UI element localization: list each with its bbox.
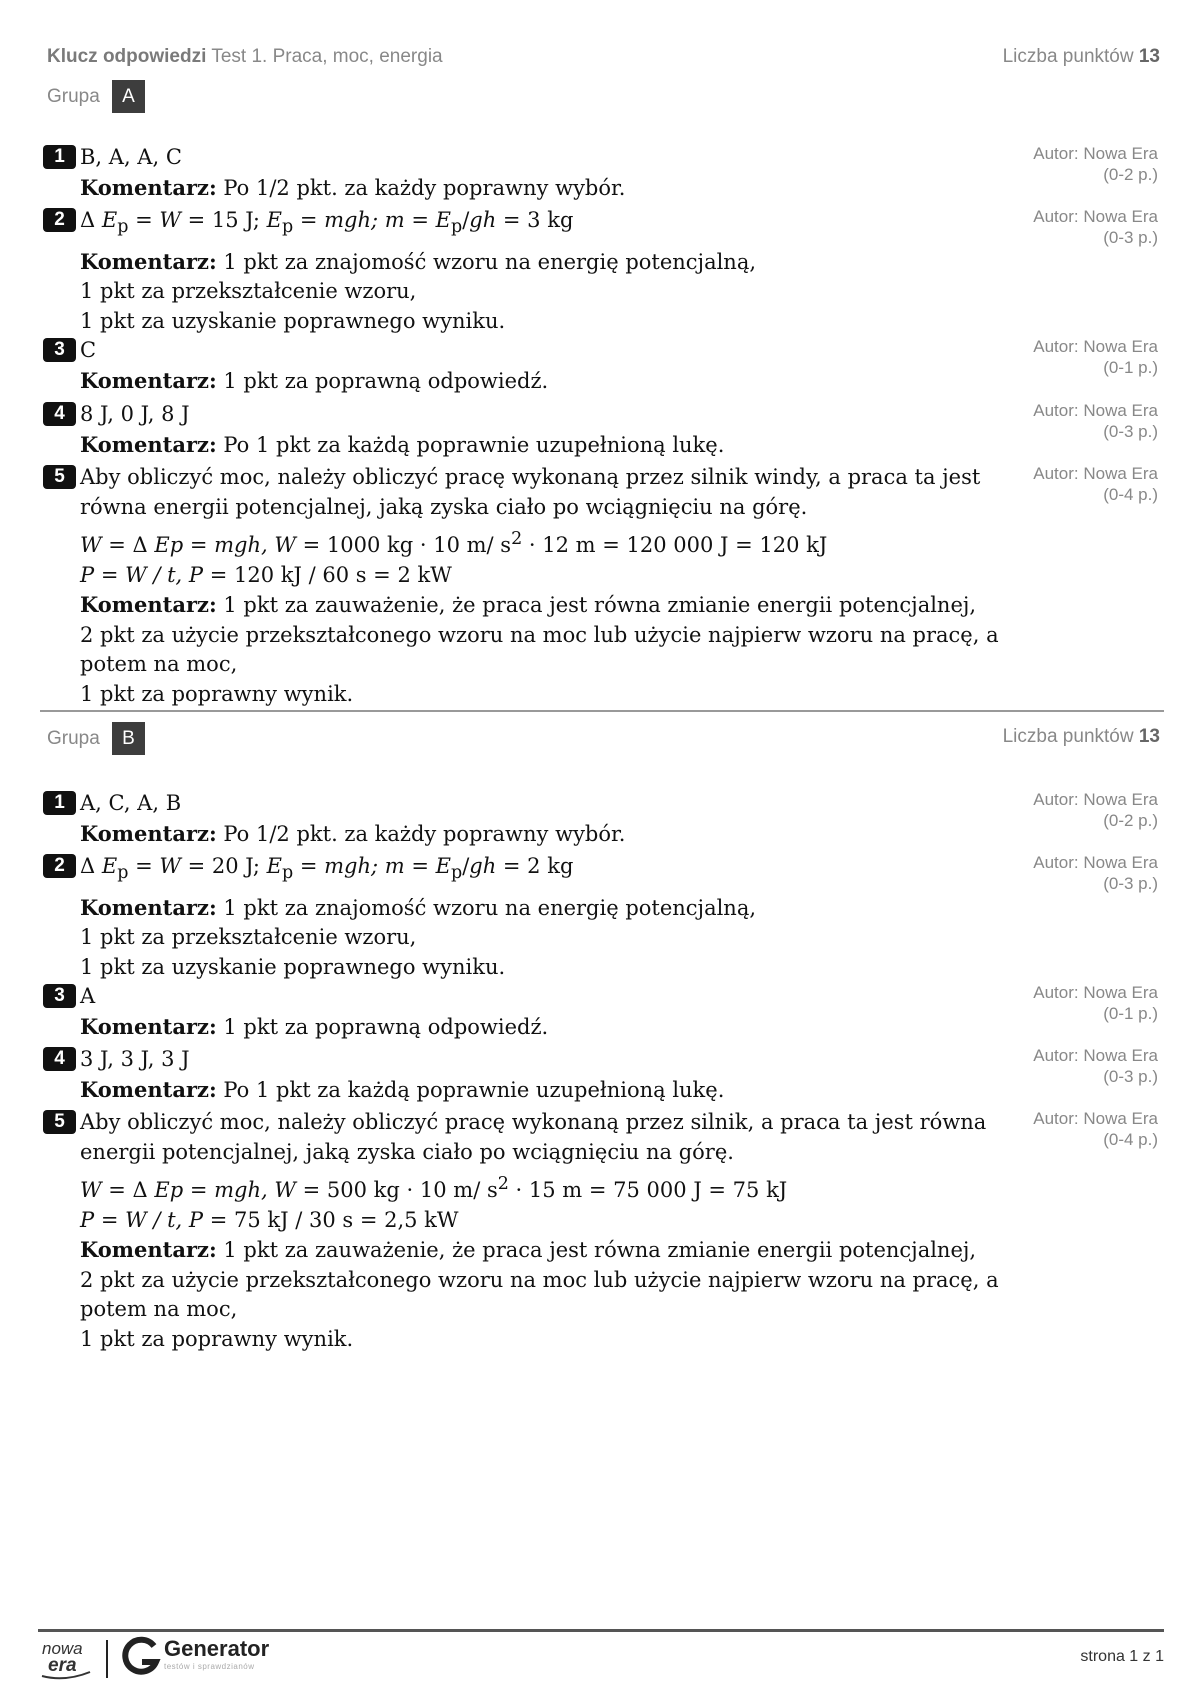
group-points: Liczba punktów 13 bbox=[1002, 726, 1160, 747]
question-number-badge: 3 bbox=[43, 984, 76, 1008]
group-a-question-1 bbox=[43, 143, 1158, 203]
comment-line: 1 pkt za uzyskanie poprawnego wyniku. bbox=[80, 308, 506, 333]
comment: Komentarz: Po 1 pkt za każdą poprawnie uzupełnioną lukę. bbox=[80, 1076, 725, 1102]
comment-line: 1 pkt za przekształcenie wzoru, bbox=[80, 925, 417, 950]
comment: Komentarz: 1 pkt za zauważenie, że praca jest równa zmianie energii potencjalnej, bbox=[80, 592, 977, 617]
comment: Komentarz: 1 pkt za zauważenie, że praca jest równa zmianie energii potencjalnej, bbox=[80, 1237, 977, 1262]
comment-line: 1 pkt za poprawny wynik. bbox=[80, 1326, 354, 1351]
question-meta: Autor: Nowa Era (0-1 p.) bbox=[1033, 337, 1158, 377]
generator-brand: Generator bbox=[164, 1636, 270, 1661]
power-formula: P = W / t, P = 120 kJ / 60 s = 2 kW bbox=[80, 562, 452, 587]
question-number-badge: 5 bbox=[43, 1110, 76, 1134]
group-badge: A bbox=[112, 80, 145, 113]
logo-separator bbox=[106, 1640, 108, 1678]
question-number-badge: 3 bbox=[43, 338, 76, 362]
comment: Komentarz: Po 1/2 pkt. za każdy poprawny wybór. bbox=[80, 174, 626, 200]
answer: B, A, A, C bbox=[80, 145, 182, 169]
logo-text-era: era bbox=[48, 1655, 77, 1676]
question-meta: Autor: Nowa Era (0-4 p.) bbox=[1033, 1109, 1158, 1149]
nowa-era-logo bbox=[40, 1638, 100, 1680]
question-meta: Autor: Nowa Era (0-3 p.) bbox=[1033, 401, 1158, 441]
group-a-question-5 bbox=[43, 463, 1158, 709]
group-a-question-3 bbox=[43, 336, 1158, 396]
work-formula: W = Δ Ep = mgh, W = 1000 kg · 10 m/ $s^2 \cdot 12$ m = 120 000 J = 120 kJ bbox=[80, 529, 828, 557]
generator-subtitle: testów i sprawdzianów bbox=[164, 1662, 255, 1671]
logo-text-nowa: nowa bbox=[42, 1639, 83, 1658]
comment: Komentarz: Po 1/2 pkt. za każdy poprawny wybór. bbox=[80, 820, 626, 846]
answer-formula: Δ $E_p = W = 20$ J; $E_p$ = mgh; $m = E_p/gh = 2$ kg bbox=[80, 854, 574, 884]
question-meta: Autor: Nowa Era (0-3 p.) bbox=[1033, 1046, 1158, 1086]
work-formula: W = Δ Ep = mgh, W = 500 kg · 10 m/ $s^2 \cdot 15$ m = 75 000 J = 75 kJ bbox=[80, 1174, 788, 1202]
group-divider bbox=[40, 710, 1164, 712]
answer: C bbox=[80, 338, 97, 362]
group-a-header bbox=[47, 80, 1160, 116]
group-b-header bbox=[47, 722, 1160, 758]
group-b-question-5 bbox=[43, 1108, 1158, 1354]
comment: Komentarz: 1 pkt za znajomość wzoru na energię potencjalną, bbox=[80, 894, 757, 920]
comment: Komentarz: 1 pkt za poprawną odpowiedź. bbox=[80, 367, 549, 393]
question-meta: Autor: Nowa Era (0-3 p.) bbox=[1033, 207, 1158, 247]
question-meta: Autor: Nowa Era (0-2 p.) bbox=[1033, 790, 1158, 830]
group-b-question-4 bbox=[43, 1045, 1158, 1105]
comment-line: 1 pkt za poprawny wynik. bbox=[80, 681, 354, 706]
answer-intro: Aby obliczyć moc, należy obliczyć pracę wykonaną przez silnik, a praca ta jest równa energii potencjalnej, jaką zyska ciało po wciągnięciu na górę. bbox=[80, 1110, 987, 1164]
comment: Komentarz: 1 pkt za poprawną odpowiedź. bbox=[80, 1013, 549, 1039]
question-meta: Autor: Nowa Era (0-3 p.) bbox=[1033, 853, 1158, 893]
group-label: Grupa bbox=[47, 86, 100, 107]
group-b-question-2 bbox=[43, 852, 1158, 982]
comment-line: 1 pkt za przekształcenie wzoru, bbox=[80, 279, 417, 304]
question-number-badge: 1 bbox=[43, 791, 76, 815]
answer: A, C, A, B bbox=[80, 791, 182, 815]
comment-line: 1 pkt za uzyskanie poprawnego wyniku. bbox=[80, 954, 506, 979]
comment: Komentarz: Po 1 pkt za każdą poprawnie uzupełnioną lukę. bbox=[80, 431, 725, 457]
generator-g-icon bbox=[120, 1636, 162, 1678]
document-title: Klucz odpowiedzi Test 1. Praca, moc, energia bbox=[47, 46, 443, 67]
footer-rule bbox=[38, 1629, 1164, 1632]
power-formula: P = W / t, P = 75 kJ / 30 s = 2,5 kW bbox=[80, 1207, 459, 1232]
comment-line: 2 pkt za użycie przekształconego wzoru na moc lub użycie najpierw wzoru na pracę, a potem na moc, bbox=[80, 622, 999, 676]
question-meta: Autor: Nowa Era (0-4 p.) bbox=[1033, 464, 1158, 504]
answer: 8 J, 0 J, 8 J bbox=[80, 402, 190, 426]
answer-formula: Δ $E_p = W = 15$ J; $E_p$ = mgh; $m = E_p/gh = 3$ kg bbox=[80, 208, 574, 238]
group-badge: B bbox=[112, 722, 145, 755]
question-meta: Autor: Nowa Era (0-1 p.) bbox=[1033, 983, 1158, 1023]
group-a-question-2 bbox=[43, 206, 1158, 336]
group-label: Grupa bbox=[47, 728, 100, 749]
comment: Komentarz: 1 pkt za znajomość wzoru na energię potencjalną, bbox=[80, 248, 757, 274]
group-b-question-3 bbox=[43, 982, 1158, 1042]
question-number-badge: 1 bbox=[43, 145, 76, 169]
answer: 3 J, 3 J, 3 J bbox=[80, 1047, 190, 1071]
question-number-badge: 4 bbox=[43, 1047, 76, 1071]
question-number-badge: 2 bbox=[43, 854, 76, 878]
total-points: Liczba punktów 13 bbox=[1002, 46, 1160, 67]
comment-line: 2 pkt za użycie przekształconego wzoru na moc lub użycie najpierw wzoru na pracę, a potem na moc, bbox=[80, 1267, 999, 1321]
page-header bbox=[47, 46, 1160, 72]
group-b-question-1 bbox=[43, 789, 1158, 849]
question-number-badge: 4 bbox=[43, 402, 76, 426]
question-meta: Autor: Nowa Era (0-2 p.) bbox=[1033, 144, 1158, 184]
question-number-badge: 5 bbox=[43, 465, 76, 489]
page-number: strona 1 z 1 bbox=[1080, 1648, 1164, 1665]
answer: A bbox=[80, 984, 96, 1008]
group-a-question-4 bbox=[43, 400, 1158, 460]
question-number-badge: 2 bbox=[43, 208, 76, 232]
answer-intro: Aby obliczyć moc, należy obliczyć pracę wykonaną przez silnik windy, a praca ta jest równa energii potencjalnej, jaką zyska ciało po wciągnięciu na górę. bbox=[80, 465, 981, 519]
